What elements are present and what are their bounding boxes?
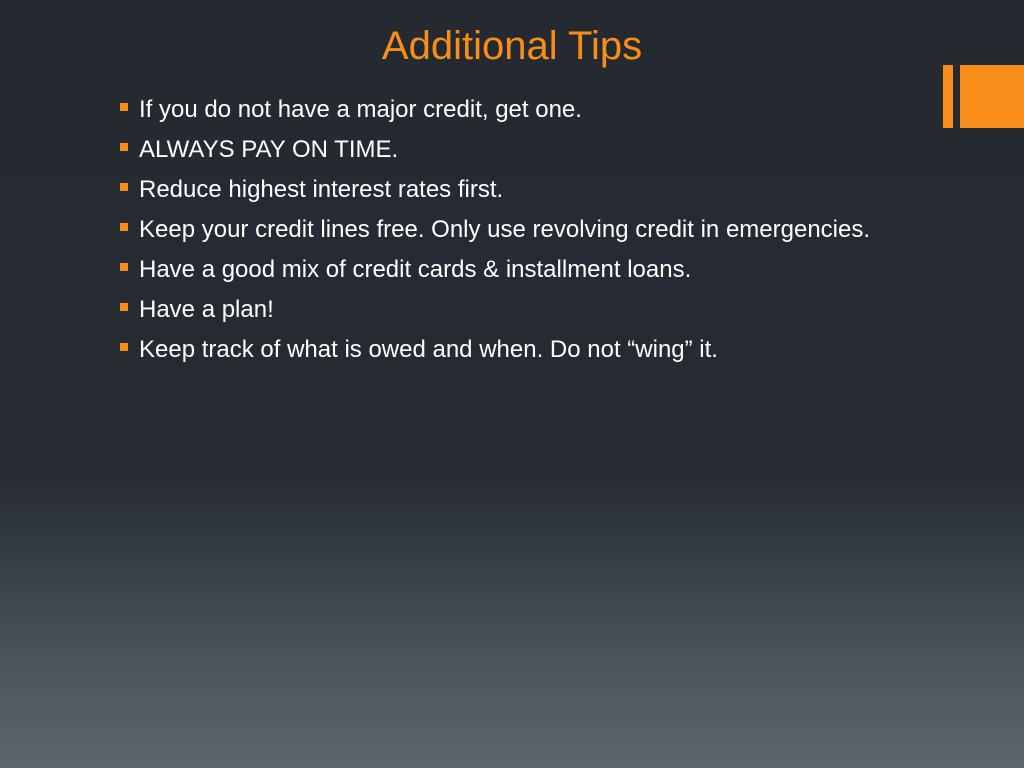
square-bullet-icon bbox=[120, 183, 128, 191]
bullet-item bbox=[118, 92, 878, 127]
bullet-text: Keep your credit lines free. Only use revolving credit in emergencies. bbox=[139, 216, 871, 243]
bullet-text: Have a good mix of credit cards & installment loans. bbox=[139, 256, 692, 283]
square-bullet-icon bbox=[120, 303, 128, 311]
bullet-item bbox=[118, 212, 878, 247]
square-bullet-icon bbox=[120, 143, 128, 151]
bullet-text: Keep track of what is owed and when. Do not “wing” it. bbox=[139, 336, 718, 363]
bullet-text: If you do not have a major credit, get one. bbox=[139, 96, 582, 123]
square-bullet-icon bbox=[120, 343, 128, 351]
bullet-text: Have a plan! bbox=[139, 296, 274, 323]
square-bullet-icon bbox=[120, 263, 128, 271]
bullet-list bbox=[118, 92, 878, 372]
square-bullet-icon bbox=[120, 103, 128, 111]
bullet-item bbox=[118, 252, 878, 287]
accent-bar-thin bbox=[943, 65, 953, 128]
bullet-item bbox=[118, 332, 878, 367]
accent-bar-wide bbox=[960, 65, 1024, 128]
bullet-text: Reduce highest interest rates first. bbox=[139, 176, 504, 203]
bullet-item bbox=[118, 292, 878, 327]
bullet-text: ALWAYS PAY ON TIME. bbox=[139, 136, 399, 163]
slide-title: Additional Tips bbox=[381, 24, 643, 68]
square-bullet-icon bbox=[120, 223, 128, 231]
bullet-item bbox=[118, 132, 878, 167]
bullet-item bbox=[118, 172, 878, 207]
